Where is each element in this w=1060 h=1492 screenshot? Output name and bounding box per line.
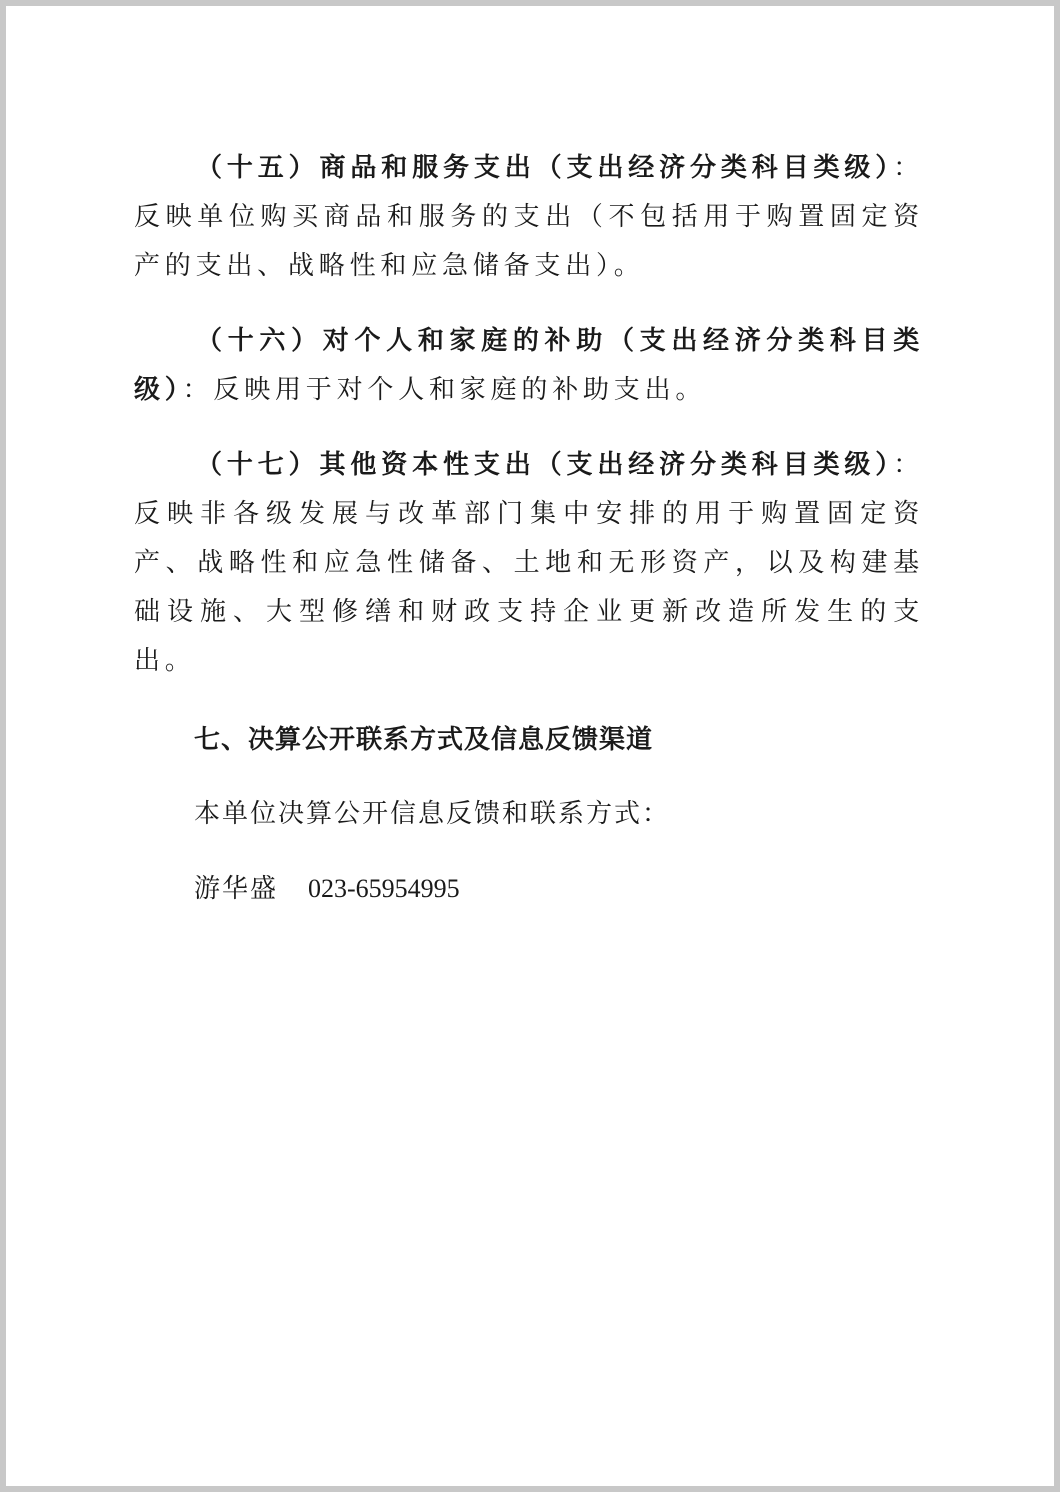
contact-phone: 023-65954995: [308, 874, 460, 903]
paragraph-body: ：反映非各级发展与改革部门集中安排的用于购置固定资产、战略性和应急性储备、土地和无形资产，以及构建基础设施、大型修缮和财政支持企业更新改造所发生的支出。: [134, 450, 924, 676]
paragraph-lead: （十六）对个人和家庭的补助（支出经济分类科目类级）: [134, 326, 924, 405]
page-content: [134, 144, 924, 914]
paragraph-other-capital: [134, 441, 924, 686]
contact-name: 游华盛: [194, 874, 279, 904]
paragraph-lead: （十五）商品和服务支出（支出经济分类科目类级）: [196, 153, 894, 183]
paragraph-body: ：反映用于对个人和家庭的补助支出。: [182, 375, 707, 405]
paragraph-goods-services: [134, 144, 924, 291]
contact-line: [134, 864, 924, 914]
paragraph-lead: （十七）其他资本性支出（支出经济分类科目类级）: [196, 450, 894, 480]
section-heading: 七、决算公开联系方式及信息反馈渠道: [194, 725, 654, 755]
feedback-intro: 本单位决算公开信息反馈和联系方式：: [194, 799, 671, 829]
paragraph-household-subsidy: [134, 317, 924, 415]
paragraph-body: ：反映单位购买商品和服务的支出（不包括用于购置固定资产的支出、战略性和应急储备支出）。: [134, 153, 924, 281]
